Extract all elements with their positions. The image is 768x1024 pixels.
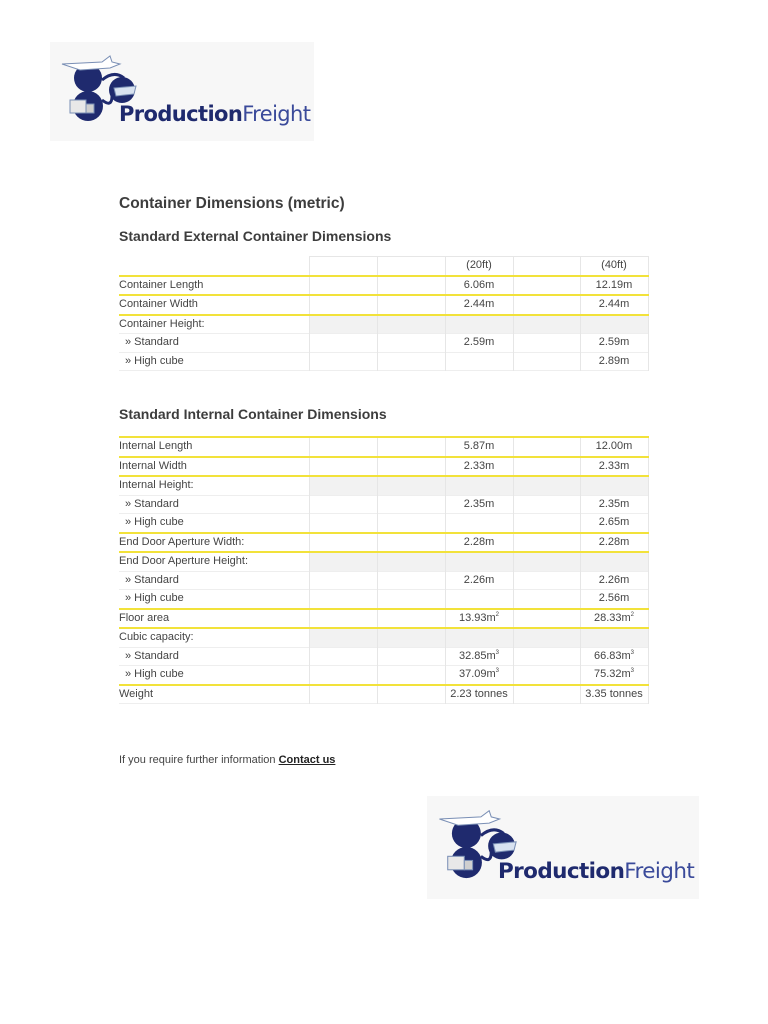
table-row (119, 514, 648, 533)
row-label: » High cube (119, 514, 309, 533)
production-freight-logo-bottom (427, 796, 699, 899)
internal-section-title: Standard Internal Container Dimensions (119, 406, 387, 422)
value-40ft: 2.28m (580, 533, 648, 553)
value-40ft: 2.35m (580, 495, 648, 514)
page-title: Container Dimensions (metric) (119, 195, 345, 212)
row-label: Container Height: (119, 315, 309, 334)
row-label: Container Width (119, 295, 309, 315)
value-40ft: $75.32m^3$ (580, 666, 648, 685)
table-row (119, 571, 648, 590)
table-row (119, 334, 648, 353)
external-section-title: Standard External Container Dimensions (119, 228, 392, 244)
table-row (119, 685, 648, 704)
table-header-row (119, 257, 648, 276)
value-20ft: 2.26m (445, 571, 513, 590)
brand-name-part1: Production (498, 859, 625, 884)
row-label: » High cube (119, 352, 309, 371)
table-row (119, 666, 648, 685)
brand-name (498, 859, 694, 884)
value-20ft (445, 352, 513, 371)
column-header-40ft: (40ft) (580, 257, 648, 276)
value-20ft: 2.28m (445, 533, 513, 553)
value-40ft: 3.35 tonnes (580, 685, 648, 704)
value-20ft (445, 590, 513, 609)
brand-name-part1: Production (119, 102, 243, 126)
row-label: End Door Aperture Width: (119, 533, 309, 553)
table-row (119, 295, 648, 315)
table-row (119, 628, 648, 647)
value-20ft: 2.59m (445, 334, 513, 353)
table-row (119, 533, 648, 553)
value-40ft: 2.44m (580, 295, 648, 315)
value-20ft: $13.93m^2$ (445, 609, 513, 629)
row-label: Internal Width (119, 457, 309, 477)
table-row (119, 476, 648, 495)
value-40ft: 2.26m (580, 571, 648, 590)
value-20ft: 5.87m (445, 437, 513, 457)
row-label: Floor area (119, 609, 309, 629)
row-label: Internal Length (119, 437, 309, 457)
table-row (119, 647, 648, 666)
row-label: Container Length (119, 276, 309, 296)
brand-name-part2: Freight (624, 859, 695, 884)
brand-name-part2: Freight (242, 102, 311, 126)
row-label: » High cube (119, 590, 309, 609)
further-info-text (119, 754, 335, 766)
row-label: Cubic capacity: (119, 628, 309, 647)
table-row (119, 352, 648, 371)
column-header-20ft: (20ft) (445, 257, 513, 276)
value-20ft: $32.85m^3$ (445, 647, 513, 666)
row-label: End Door Aperture Height: (119, 552, 309, 571)
row-label: » Standard (119, 495, 309, 514)
row-label: » Standard (119, 647, 309, 666)
value-40ft: 2.33m (580, 457, 648, 477)
production-freight-logo (50, 42, 314, 141)
brand-name (119, 102, 310, 126)
value-40ft: 2.56m (580, 590, 648, 609)
internal-dimensions-table (119, 436, 649, 704)
table-row (119, 276, 648, 296)
table-row (119, 457, 648, 477)
table-row (119, 609, 648, 629)
value-40ft: 2.89m (580, 352, 648, 371)
value-20ft: 2.33m (445, 457, 513, 477)
value-20ft: 2.23 tonnes (445, 685, 513, 704)
row-label: Internal Height: (119, 476, 309, 495)
value-20ft: 2.35m (445, 495, 513, 514)
value-40ft: 12.19m (580, 276, 648, 296)
external-dimensions-table (119, 256, 649, 371)
value-40ft: 2.59m (580, 334, 648, 353)
value-20ft (445, 514, 513, 533)
value-40ft: $28.33m^2$ (580, 609, 648, 629)
value-40ft: $66.83m^3$ (580, 647, 648, 666)
row-label: » Standard (119, 334, 309, 353)
value-20ft: $37.09m^3$ (445, 666, 513, 685)
row-label: » High cube (119, 666, 309, 685)
further-info-label: If you require further information (119, 754, 279, 766)
contact-us-link[interactable]: Contact us (278, 754, 336, 766)
row-label: Weight (119, 685, 309, 704)
value-20ft: 2.44m (445, 295, 513, 315)
table-row (119, 315, 648, 334)
table-row (119, 437, 648, 457)
logo-emblem-icon (50, 42, 160, 141)
table-row (119, 495, 648, 514)
value-40ft: 2.65m (580, 514, 648, 533)
value-20ft: 6.06m (445, 276, 513, 296)
value-40ft: 12.00m (580, 437, 648, 457)
table-row (119, 552, 648, 571)
table-row (119, 590, 648, 609)
row-label: » Standard (119, 571, 309, 590)
